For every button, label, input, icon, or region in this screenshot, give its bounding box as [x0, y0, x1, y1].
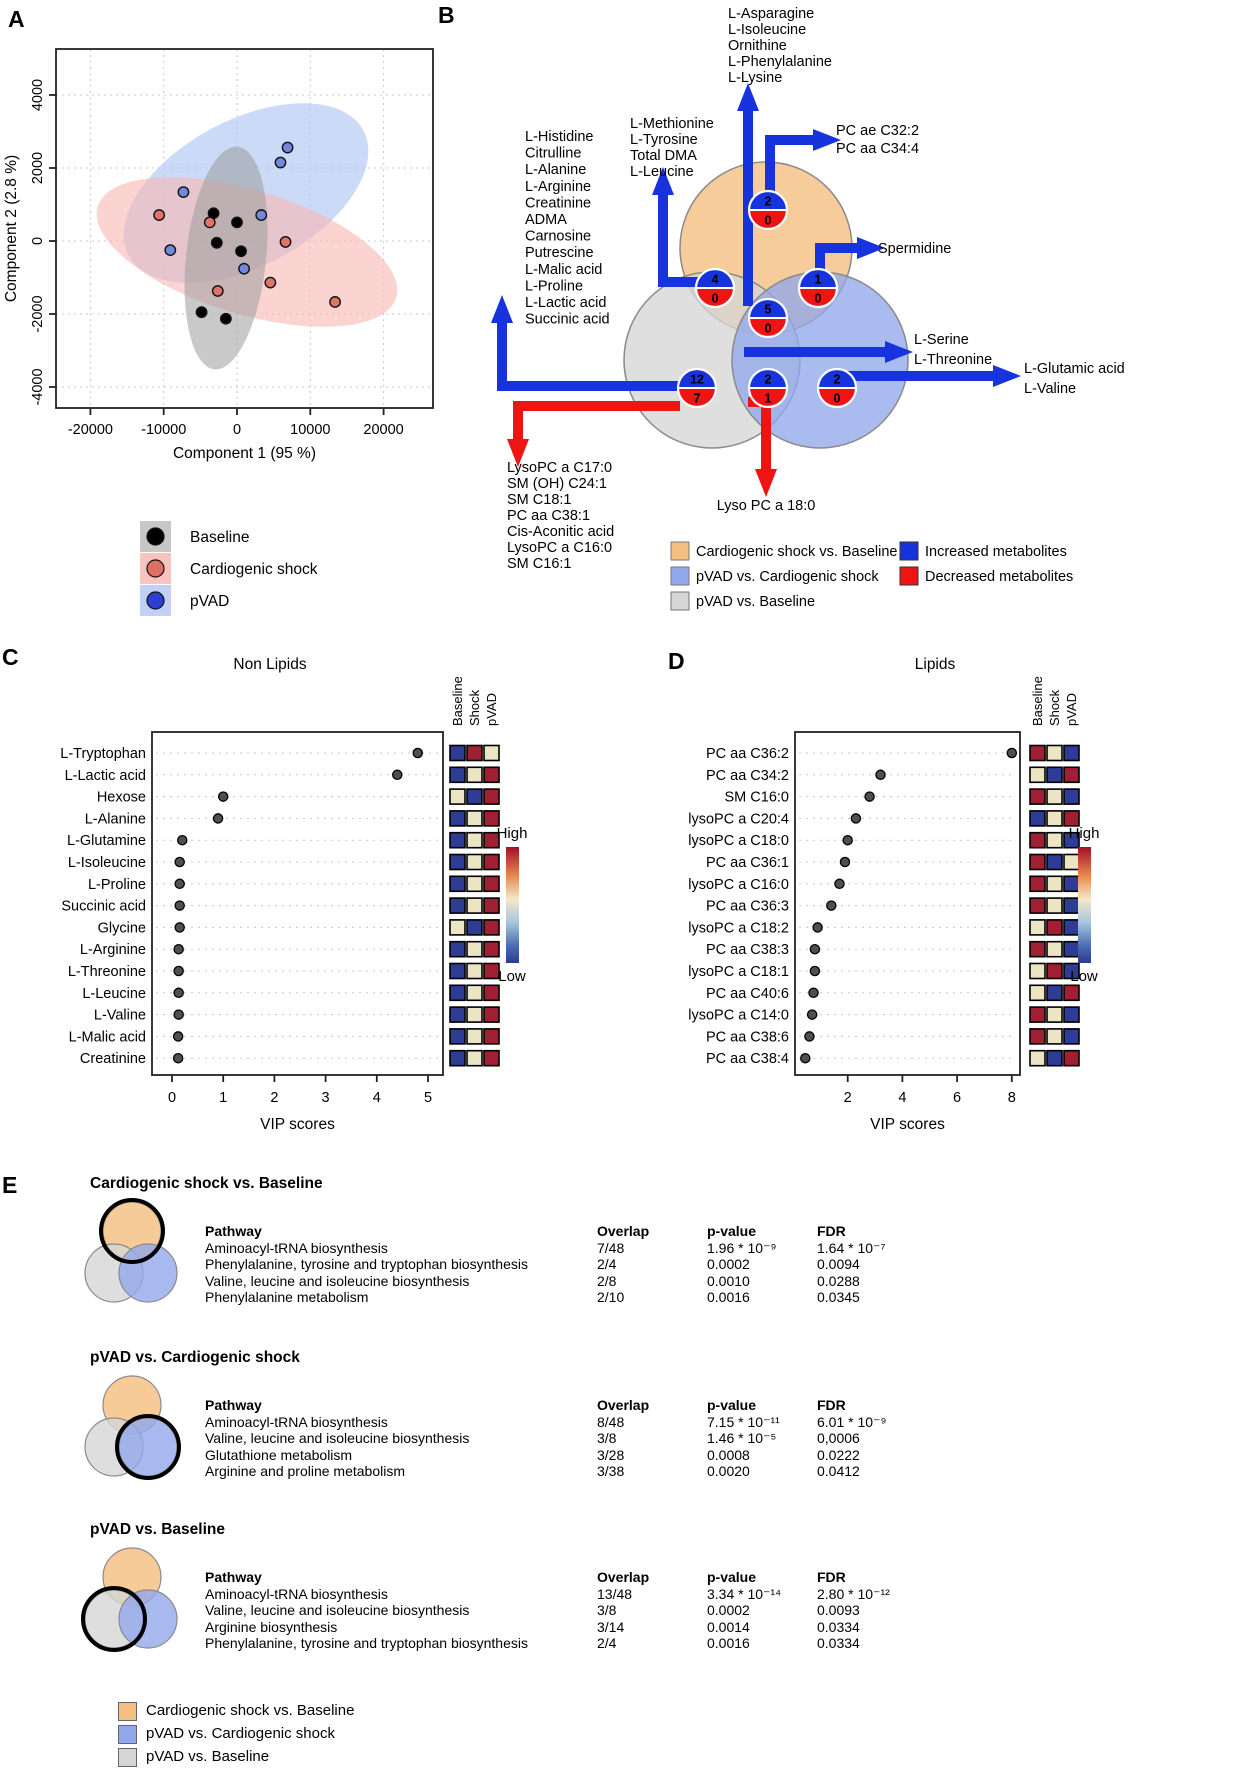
venn-icon-shock-vs-baseline	[80, 1197, 200, 1337]
metabolite-label: L-Serine	[914, 332, 969, 348]
row-label: L-Lactic acid	[64, 767, 146, 784]
table-header-cell: FDR	[817, 1223, 846, 1239]
increased-count: 2	[764, 194, 772, 209]
row-label: L-Alanine	[84, 811, 146, 828]
x-tick-label: 4	[372, 1090, 381, 1106]
x-axis-title: Component 1 (95 %)	[172, 445, 317, 462]
colorbar-low-label: Low	[498, 968, 526, 985]
colorbar-high-label: High	[1068, 825, 1100, 842]
row-label: lysoPC a C18:2	[688, 920, 789, 937]
metabolite-label: Total DMA	[630, 148, 697, 164]
table-header-cell: FDR	[817, 1569, 846, 1585]
increased-count: 1	[814, 272, 822, 287]
table-cell: 0.0010	[707, 1272, 750, 1289]
metabolite-label: Succinic acid	[525, 311, 610, 328]
legend-swatch	[118, 1748, 137, 1767]
metabolite-label: Spermidine	[878, 241, 952, 257]
row-label: Glycine	[97, 920, 146, 937]
table-cell: 3/38	[597, 1463, 625, 1479]
table-cell: 3/8	[597, 1430, 617, 1446]
pathway-section-2	[0, 1349, 1246, 1524]
row-label: lysoPC a C20:4	[688, 811, 789, 828]
row-label: Succinic acid	[61, 898, 146, 915]
metabolite-label: L-Proline	[525, 278, 584, 295]
table-header-cell: p-value	[707, 1223, 757, 1239]
table-cell: 0.0016	[707, 1635, 750, 1651]
legend-label: Cardiogenic shock	[190, 561, 318, 578]
row-label: lysoPC a C14:0	[688, 1007, 789, 1024]
table-cell: 0.0288	[817, 1272, 860, 1289]
table-cell: 0.0222	[817, 1446, 860, 1463]
decreased-count: 7	[693, 391, 701, 406]
table-cell: 2/10	[597, 1289, 625, 1305]
x-axis-title: VIP scores	[870, 1116, 945, 1133]
table-cell: 0.0334	[817, 1635, 860, 1651]
y-tick-label: 0	[30, 236, 46, 246]
panel-e-label: E	[2, 1172, 18, 1198]
table-cell: Valine, leucine and isoleucine biosynthesis	[205, 1602, 470, 1618]
table-header-cell: Overlap	[597, 1569, 650, 1585]
table-header-cell: Pathway	[205, 1569, 262, 1585]
table-cell: 0.0020	[707, 1463, 750, 1479]
row-label: L-Glutamine	[67, 833, 146, 850]
table-cell: Valine, leucine and isoleucine biosynthesis	[205, 1272, 470, 1289]
table-header-cell: Pathway	[205, 1397, 262, 1413]
metabolite-label: ADMA	[525, 212, 567, 228]
y-tick-label: -4000	[30, 368, 46, 406]
table-header-cell: FDR	[817, 1397, 846, 1413]
increased-count: 2	[833, 372, 841, 387]
metabolite-label: SM (OH) C24:1	[507, 476, 607, 492]
table-cell: Valine, leucine and isoleucine biosynthesis	[205, 1430, 470, 1446]
table-cell: 0.0094	[817, 1256, 860, 1272]
legend-row	[118, 1748, 498, 1768]
x-tick-label: 3	[321, 1090, 330, 1106]
legend-label: Baseline	[190, 529, 250, 546]
table-header-cell: Pathway	[205, 1223, 262, 1239]
x-tick-label: 0	[232, 422, 242, 438]
row-label: L-Tryptophan	[60, 746, 146, 762]
metabolite-label: Cis-Aconitic acid	[507, 524, 615, 540]
x-tick-label: 1	[219, 1090, 228, 1106]
table-cell: Arginine biosynthesis	[205, 1618, 338, 1635]
table-cell: 13/48	[597, 1585, 633, 1602]
venn-icon-pvad-vs-shock	[80, 1371, 200, 1511]
table-cell: 3/14	[597, 1618, 625, 1635]
metabolite-label: L-Leucine	[630, 164, 694, 180]
x-tick-label: 10000	[290, 422, 331, 438]
table-cell: 7.15 * 10⁻¹¹	[707, 1413, 780, 1430]
colorbar-high-label: High	[496, 825, 528, 842]
table-cell: 2/4	[597, 1635, 617, 1651]
table-cell: Aminoacyl-tRNA biosynthesis	[205, 1413, 388, 1430]
x-tick-label: 0	[167, 1090, 177, 1106]
table-cell: Phenylalanine, tyrosine and tryptophan biosynthesis	[205, 1256, 528, 1272]
table-cell: 1.64 * 10⁻⁷	[817, 1239, 886, 1256]
venn-icon-circle	[119, 1590, 177, 1648]
table-cell: 1.96 * 10⁻⁹	[707, 1239, 777, 1256]
pathway-section-1	[0, 1175, 1246, 1350]
decreased-count: 0	[711, 291, 719, 306]
chart-title: Lipids	[914, 656, 956, 673]
table-cell: Aminoacyl-tRNA biosynthesis	[205, 1585, 388, 1602]
table-header-cell: p-value	[707, 1397, 757, 1413]
y-tick-label: -2000	[30, 295, 46, 333]
y-axis-title: Component 2 (2.8 %)	[3, 154, 20, 303]
decreased-count: 0	[764, 321, 772, 336]
metabolite-label: LysoPC a C17:0	[507, 460, 613, 476]
panel-c-label: C	[2, 644, 19, 670]
venn-icon-circle	[119, 1418, 177, 1476]
table-cell: 2.80 * 10⁻¹²	[817, 1585, 890, 1602]
legend-label: pVAD vs. Cardiogenic shock	[696, 569, 879, 585]
metabolite-label: SM C18:1	[507, 492, 572, 508]
section-title: pVAD vs. Cardiogenic shock	[90, 1349, 300, 1366]
row-label: PC aa C36:1	[705, 855, 789, 871]
increased-count: 4	[711, 272, 719, 287]
row-label: L-Proline	[87, 876, 146, 893]
metabolite-label: L-Alanine	[525, 162, 587, 179]
heat-column-header: Shock	[1047, 689, 1062, 726]
panel-b-label: B	[438, 2, 455, 28]
row-label: PC aa C36:2	[705, 746, 789, 762]
row-label: Hexose	[96, 789, 146, 806]
comparison-legend	[118, 1702, 518, 1772]
x-tick-label: -10000	[141, 422, 187, 438]
metabolite-label: L-Lysine	[728, 70, 783, 86]
metabolite-label: L-Histidine	[525, 129, 594, 145]
legend-row	[118, 1725, 498, 1745]
panel-a-label: A	[8, 6, 25, 32]
decreased-count: 0	[764, 213, 772, 228]
metabolite-label: L-Methionine	[630, 116, 714, 132]
table-cell: Aminoacyl-tRNA biosynthesis	[205, 1239, 388, 1256]
metabolite-label: PC aa C38:1	[507, 508, 591, 524]
metabolite-label: Ornithine	[728, 38, 787, 54]
x-tick-label: 6	[953, 1090, 962, 1106]
table-cell: 0.0002	[707, 1256, 750, 1272]
row-label: PC aa C38:6	[705, 1029, 789, 1046]
colorbar-low-label: Low	[1070, 968, 1098, 985]
metabolite-label: Citrulline	[525, 145, 582, 162]
row-label: PC aa C34:2	[705, 767, 789, 784]
table-cell: 0.0412	[817, 1463, 860, 1479]
table-cell: Phenylalanine, tyrosine and tryptophan biosynthesis	[205, 1635, 528, 1651]
heat-column-header: pVAD	[1064, 693, 1079, 726]
section-title: pVAD vs. Baseline	[90, 1521, 225, 1538]
legend-label: Decreased metabolites	[925, 569, 1074, 585]
table-cell: 0.0014	[707, 1618, 750, 1635]
chart-title: Non Lipids	[233, 656, 307, 673]
table-cell: 6.01 * 10⁻⁹	[817, 1413, 887, 1430]
x-tick-label: 20000	[363, 422, 404, 438]
metabolite-label: L-Glutamic acid	[1024, 361, 1125, 377]
row-label: lysoPC a C18:1	[688, 964, 789, 980]
table-header-cell: Overlap	[597, 1397, 650, 1413]
section-title: Cardiogenic shock vs. Baseline	[90, 1175, 323, 1192]
row-label: L-Leucine	[82, 985, 146, 1002]
increased-count: 2	[764, 372, 772, 387]
metabolite-label: PC aa C34:4	[836, 141, 920, 157]
heat-column-header: pVAD	[484, 693, 499, 726]
metabolite-label: Creatinine	[525, 195, 592, 212]
legend-label: pVAD vs. Baseline	[696, 594, 816, 610]
metabolite-label: L-Asparagine	[728, 6, 815, 22]
metabolite-label: L-Malic acid	[525, 261, 603, 278]
legend-swatch	[118, 1702, 137, 1721]
x-tick-label: 2	[270, 1090, 279, 1106]
table-cell: 1.46 * 10⁻⁵	[707, 1430, 777, 1446]
row-label: L-Malic acid	[68, 1029, 146, 1046]
metabolite-label: L-Phenylalanine	[728, 54, 832, 70]
table-header-cell: Overlap	[597, 1223, 650, 1239]
row-label: L-Valine	[93, 1007, 146, 1024]
table-header-cell: p-value	[707, 1569, 757, 1585]
metabolite-label: Putrescine	[525, 245, 594, 262]
metabolite-label: L-Tyrosine	[630, 132, 698, 148]
row-label: L-Isoleucine	[67, 855, 146, 871]
metabolite-label: LysoPC a C16:0	[507, 540, 613, 556]
decreased-count: 0	[814, 291, 822, 306]
table-cell: 8/48	[597, 1413, 625, 1430]
metabolite-label: L-Valine	[1024, 381, 1077, 397]
x-tick-label: 4	[898, 1090, 907, 1106]
heat-column-header: Baseline	[450, 676, 465, 726]
metabolite-label: PC ae C32:2	[836, 123, 920, 139]
x-tick-label: 2	[843, 1090, 852, 1106]
row-label: Creatinine	[79, 1051, 146, 1068]
table-cell: 0,0006	[817, 1430, 860, 1446]
row-label: PC aa C38:3	[705, 942, 789, 959]
legend-swatch	[118, 1725, 137, 1744]
table-cell: Glutathione metabolism	[205, 1446, 353, 1463]
row-label: lysoPC a C18:0	[688, 833, 789, 850]
legend-label: Increased metabolites	[925, 544, 1067, 560]
table-cell: 2/4	[597, 1256, 617, 1272]
pathway-section-3	[0, 1521, 1246, 1696]
heat-column-header: Baseline	[1030, 676, 1045, 726]
metabolite-label: L-Threonine	[914, 352, 993, 368]
legend-label: pVAD vs. Cardiogenic shock	[146, 1725, 335, 1742]
row-label: L-Arginine	[79, 942, 146, 959]
legend-label: Cardiogenic shock vs. Baseline	[146, 1702, 355, 1719]
table-cell: 2/8	[597, 1272, 617, 1289]
legend-label: Cardiogenic shock vs. Baseline	[696, 544, 898, 560]
x-tick-label: 8	[1007, 1090, 1016, 1106]
table-cell: Phenylalanine metabolism	[205, 1289, 369, 1305]
table-cell: 0.0008	[707, 1446, 750, 1463]
panel-d-label: D	[668, 648, 685, 674]
row-label: lysoPC a C16:0	[688, 876, 789, 893]
table-cell: 0.0345	[817, 1289, 860, 1305]
table-cell: 3.34 * 10⁻¹⁴	[707, 1585, 782, 1602]
legend-label: pVAD	[190, 593, 230, 610]
venn-icon-circle	[119, 1244, 177, 1302]
increased-count: 12	[690, 372, 704, 387]
x-tick-label: 5	[423, 1090, 433, 1106]
table-cell: 0.0002	[707, 1602, 750, 1618]
metabolite-label: L-Isoleucine	[728, 22, 807, 38]
row-label: PC aa C36:3	[705, 898, 789, 915]
decreased-count: 1	[764, 391, 772, 406]
increased-count: 5	[764, 302, 772, 317]
row-label: SM C16:0	[724, 789, 789, 806]
decreased-count: 0	[833, 391, 841, 406]
row-label: PC aa C38:4	[705, 1051, 789, 1068]
metabolite-label: Carnosine	[525, 228, 592, 245]
table-cell: 3/28	[597, 1446, 625, 1463]
metabolite-label: Lyso PC a 18:0	[716, 498, 816, 514]
legend-row	[118, 1702, 498, 1722]
x-axis-title: VIP scores	[260, 1116, 335, 1133]
row-label: PC aa C40:6	[705, 985, 789, 1002]
x-tick-label: -20000	[67, 422, 113, 438]
heat-column-header: Shock	[467, 689, 482, 726]
row-label: L-Threonine	[67, 964, 146, 980]
table-cell: 0.0093	[817, 1602, 860, 1618]
table-cell: 0.0334	[817, 1618, 860, 1635]
y-tick-label: 2000	[30, 151, 46, 185]
table-cell: Arginine and proline metabolism	[205, 1463, 405, 1479]
table-cell: 7/48	[597, 1239, 625, 1256]
metabolite-label: L-Lactic acid	[525, 295, 607, 311]
table-cell: 3/8	[597, 1602, 617, 1618]
venn-icon-pvad-vs-baseline	[80, 1543, 200, 1683]
metabolite-label: SM C16:1	[507, 556, 572, 572]
table-cell: 0.0016	[707, 1289, 750, 1305]
metabolite-label: L-Arginine	[525, 178, 592, 195]
legend-label: pVAD vs. Baseline	[146, 1748, 270, 1765]
y-tick-label: 4000	[30, 78, 46, 112]
